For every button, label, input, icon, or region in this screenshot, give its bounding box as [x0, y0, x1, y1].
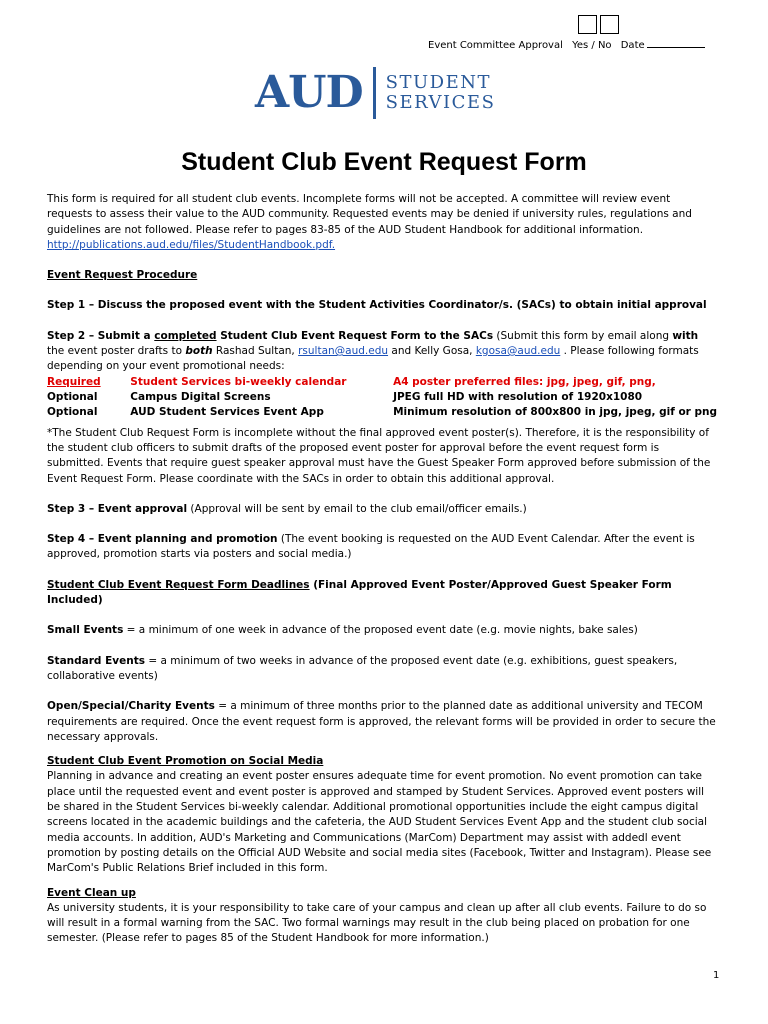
format-row: Optional AUD Student Services Event App Minimum resolution of 800x800 in jpg, jpeg, gif or png — [47, 405, 717, 418]
page-number: 1 — [713, 970, 720, 981]
procedure-heading: Event Request Procedure — [47, 269, 198, 282]
step-4: Step 4 – Event planning and promotion (The event booking is requested on the AUD Event Calendar. After the event is approved, promotion starts via posters and social media.) — [47, 533, 695, 561]
cleanup-heading: Event Clean up — [47, 886, 136, 899]
cleanup-text: As university students, it is your responsibility to take care of your campus and clean up after all club events. Failure to do so will result in a formal warning from the SAC. Two formal warnings may result in the club being placed on probation for one semester. (Please refer to pages 85 of the Student Handbook for more information.) — [47, 901, 707, 945]
intro-text: This form is required for all student club events. Incomplete forms will not be accepted. A committee will review event requests to assess their value to the AUD community. Requested events may be denied if university rules, regulations and guidelines are not followed. Please refer to pages 83-85 of the AUD Student Handbook for additional information. — [47, 193, 692, 236]
yes-checkbox[interactable] — [578, 15, 597, 34]
handbook-link[interactable]: http://publications.aud.edu/files/StudentHandbook.pdf. — [47, 238, 336, 251]
logo-text — [386, 73, 496, 113]
poster-note: *The Student Club Request Form is incomplete without the final approved event poster(s). Therefore, it is the responsibility of the student club officers to submit drafts of the proposed event poster for approval before the event request form is submitted. Events that require guest speaker approval must have the Guest Speaker Form approved before submission of the Event Request Form. Please coordinate with the SACs in order to obtain this additional approval. — [47, 426, 711, 485]
date-label: Date — [620, 40, 645, 51]
yes-no-label: Yes / No — [572, 40, 612, 51]
step-2: Step 2 – Submit a completed Student Club Event Request Form to the SACs (Submit this form by email along with the event poster drafts to both Rashad Sultan, rsultan@aud.edu and Kelly Gosa, kgosa@aud.edu . Please following formats depending on your event promotional needs: — [47, 329, 699, 373]
open-special-charity-events: Open/Special/Charity Events = a minimum of three months prior to the planned date as additional university and TECOM requirements are required. Once the event request form is approved, the relevant forms will be provided in order to secure the necessary approvals. — [47, 700, 716, 743]
aud-student-services-logo — [255, 66, 495, 120]
standard-events: Standard Events = a minimum of two weeks in advance of the proposed event date (e.g. exhibitions, guest speakers, collaborative events) — [47, 654, 678, 682]
promotion-heading: Student Club Event Promotion on Social Media — [47, 755, 324, 768]
small-events: Small Events = a minimum of one week in advance of the proposed event date (e.g. movie nights, bake sales) — [47, 624, 638, 637]
email-rsultan-link[interactable]: rsultan@aud.edu — [298, 345, 389, 358]
step-1: Step 1 – Discuss the proposed event with the Student Activities Coordinator/s. (SACs) to obtain initial approval — [47, 299, 707, 312]
logo-line-2: SERVICES — [385, 92, 496, 113]
format-row: Optional Campus Digital Screens JPEG full HD with resolution of 1920x1080 — [47, 390, 643, 403]
approval-label: Event Committee Approval — [428, 40, 563, 51]
logo-divider — [373, 67, 376, 119]
intro-paragraph — [47, 192, 717, 253]
logo-line-1: STUDENT — [385, 72, 492, 93]
deadlines-heading: Student Club Event Request Form Deadlines (Final Approved Event Poster/Approved Guest Speaker Form Included) — [47, 578, 672, 607]
yes-no-checkboxes — [578, 15, 622, 34]
step-3: Step 3 – Event approval (Approval will be sent by email to the club email/officer emails.) — [47, 502, 527, 515]
email-kgosa-link[interactable]: kgosa@aud.edu — [475, 345, 561, 358]
page-title: Student Club Event Request Form — [181, 148, 587, 176]
promotion-formats-table — [47, 375, 717, 420]
no-checkbox[interactable] — [600, 15, 619, 34]
promotion-text: Planning in advance and creating an event poster ensures adequate time for event promotion. No event promotion can take place until the requested event and event poster is approved and stamped by Student Services. Approved event posters will be shared in the Student Services bi-weekly calendar. Additional promotional opportunities include the eight campus digital screens located in the academic buildings and the cafeteria, the AUD Student Services Event App and the student club social media accounts. In addition, AUD's Marketing and Communications (MarCom) Department may assist with addedl event promotion by posting details on the Official AUD Website and social media sites (Facebook, Twitter and Instagram). Please see MarCom's Public Relations Brief included in this form. — [47, 770, 712, 875]
logo-mark: AUD — [255, 67, 363, 118]
format-row: Required Student Services bi-weekly calendar A4 poster preferred files: jpg, jpeg, gif, png, — [47, 375, 656, 388]
form-body — [47, 192, 717, 962]
date-field[interactable] — [647, 38, 705, 48]
